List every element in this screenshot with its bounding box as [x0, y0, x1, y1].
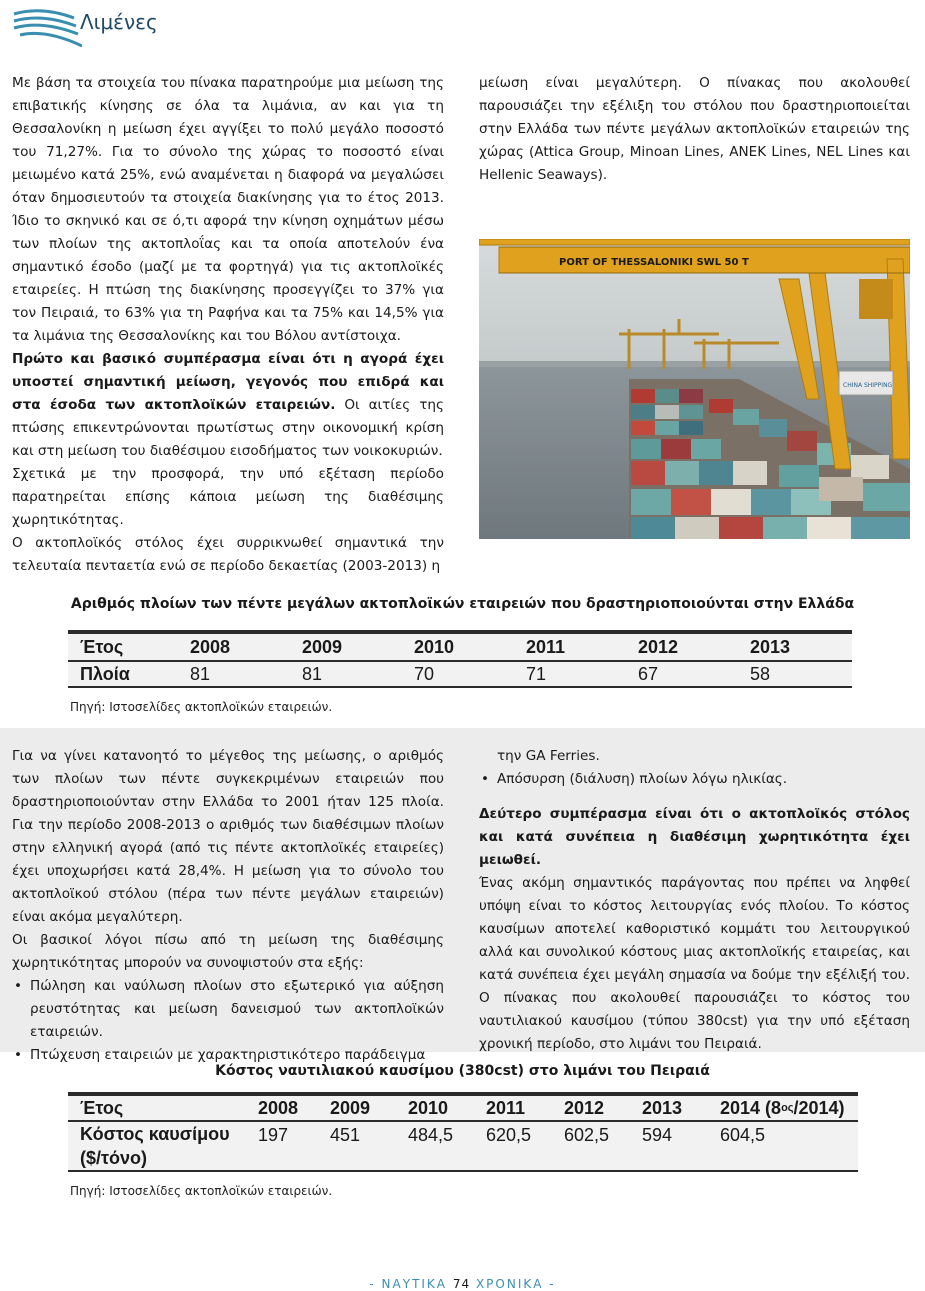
row-label-line: Κόστος καυσίμου — [80, 1124, 230, 1144]
conclusion-text: Δεύτερο συμπέρασμα είναι ότι ο ακτοπλοϊκός στόλος και κατά συνέπεια η διαθέσιμη χωρητικότητα έχει μειωθεί. — [479, 806, 910, 868]
list-item: • Απόσυρση (διάλυση) πλοίων λόγω ηλικίας. — [479, 768, 910, 791]
table-header-label: Έτος — [80, 1097, 124, 1118]
table-row-label: Πλοία — [80, 663, 130, 684]
table-cell: 67 — [638, 663, 659, 684]
table-cell: 604,5 — [720, 1125, 766, 1145]
footer-left: - ΝΑΥΤΙΚΑ — [369, 1277, 448, 1291]
table-header-row — [68, 634, 852, 660]
table-year: 2011 — [486, 1097, 526, 1118]
table-rule — [68, 1170, 858, 1172]
paragraph: μείωση είναι μεγαλύτερη. Ο πίνακας που ακολουθεί παρουσιάζει την εξέλιξη του στόλου που δραστηριοποιείται στην Ελλάδα των πέντε μεγάλων ακτοπλοϊκών εταιρειών της χώρας (Attica Group, Minoan Lines, ANEK Lines, NEL Lines και Hellenic Seaways). — [479, 75, 910, 183]
table-year: 2009 — [330, 1097, 371, 1118]
page-number: 74 — [452, 1277, 471, 1291]
table-row-label — [80, 1122, 230, 1170]
table-rule — [68, 686, 852, 688]
conclusion-text: Πρώτο και βασικό συμπέρασμα είναι ότι η αγορά έχει υποστεί σημαντική μείωση, γεγονός που επιδρά και στα έσοδα των ακτοπλοϊκών εταιρειών. — [12, 351, 444, 413]
table1-title: Αριθμός πλοίων των πέντε μεγάλων ακτοπλοϊκών εταιρειών που δραστηριοποιούνται στην Ελλάδα — [70, 596, 855, 612]
table-year: 2008 — [258, 1097, 299, 1118]
table-header-row — [68, 1096, 858, 1120]
table1-source: Πηγή: Ιστοσελίδες ακτοπλοϊκών εταιρειών. — [70, 700, 333, 714]
page-footer — [0, 1277, 925, 1291]
paragraph: Με βάση τα στοιχεία του πίνακα παρατηρούμε μια μείωση της επιβατικής κίνησης σε όλα τα λιμάνια, αν και για τη Θεσσαλονίκη η μείωση έχει αγγίξει το πολύ μεγάλο ποσοστό του 71,27%. Για το σύνολο της χώρας το ποσοστό είναι μειωμένο κατά 25%, ενώ αναμένεται η διαφορά να μεγαλώσει όταν δημοσιευτούν τα στοιχεία διακίνησης για το έτος 2013. Ίδιο το σκηνικό και σε ό,τι αφορά την κίνηση οχημάτων μέσω των πλοίων της ακτοπλοΐας και τα οποία αποτελούν ένα σημαντικό έσοδο (μαζί με τα φορτηγά) για τις ακτοπλοϊκές εταιρείες. Η πτώση της διακίνησης προσεγγίζει το 37% για τον Πειραιά, το 63% για τη Ραφήνα και τα 75% και 14,5% για τα λιμάνια της Θεσσαλονίκης και του Βόλου αντίστοιχα. — [12, 75, 444, 344]
band-left-column — [12, 745, 444, 1067]
table-year-tail: /2014) — [793, 1097, 845, 1118]
footer-right: ΧΡΟΝΙΚΑ - — [475, 1277, 556, 1291]
table-cell: 81 — [302, 663, 323, 684]
table-cell: 484,5 — [408, 1125, 454, 1145]
table-year: 2009 — [302, 636, 343, 657]
table2-source: Πηγή: Ιστοσελίδες ακτοπλοϊκών εταιρειών. — [70, 1184, 333, 1198]
list-item-continuation: την GA Ferries. — [497, 748, 600, 764]
table-cell: 58 — [750, 663, 771, 684]
table-year: 2008 — [190, 636, 231, 657]
cabin-label-text: CHINA SHIPPING — [843, 382, 893, 389]
table-row — [68, 1122, 858, 1170]
paragraph: Ένας ακόμη σημαντικός παράγοντας που πρέπει να ληφθεί υπόψη είναι το κόστος λειτουργίας ενός πλοίου. Το κόστος καυσίμων αποτελεί καθοριστικό κομμάτι του λειτουργικού αλλά και συνολικού κόστους μιας ακτοπλοϊκής εταιρείας, και κατά συνέπεια έχει μεγάλη σημασία να δούμε την εξέλιξή του. Ο πίνακας που ακολουθεί παρουσιάζει το κόστος του ναυτιλιακού καυσίμου (τύπου 380cst) για την υπό εξέταση χρονική περίοδο, στο λιμάνι του Πειραιά. — [479, 875, 910, 1052]
table2-title: Κόστος ναυτιλιακού καυσίμου (380cst) στο λιμάνι του Πειραιά — [215, 1063, 710, 1079]
row-label-line: ($/τόνο) — [80, 1148, 148, 1168]
table-year: 2010 — [408, 1097, 449, 1118]
paragraph: Οι βασικοί λόγοι πίσω από τη μείωση της διαθέσιμης χωρητικότητας μπορούν να συνοψιστούν στα εξής: — [12, 932, 444, 971]
paragraph-text: Οι αιτίες της πτώσης επικεντρώνονται πρωτίστως στην οικονομική κρίση και στη μείωση του διαθέσιμου εισοδήματος των νοικοκυριών. — [12, 397, 444, 459]
superscript: ος — [781, 1102, 794, 1114]
table-cell: 70 — [414, 663, 435, 684]
crane-sign-text: PORT OF THESSALONIKI SWL 50 T — [559, 257, 749, 268]
table-cell: 71 — [526, 663, 547, 684]
table-cell: 81 — [190, 663, 211, 684]
table-cell: 620,5 — [486, 1125, 532, 1145]
table-year: 2013 — [642, 1097, 683, 1118]
ships-table — [68, 630, 852, 688]
table-cell: 602,5 — [564, 1125, 610, 1145]
table-year: 2014 (8 — [720, 1097, 782, 1118]
table-header-label: Έτος — [80, 636, 124, 657]
right-column — [479, 72, 910, 187]
table-year-last — [720, 1096, 845, 1120]
left-column — [12, 72, 444, 578]
paragraph — [12, 348, 444, 463]
table-year: 2012 — [638, 636, 679, 657]
section-title: Λιμένες — [80, 10, 158, 34]
table-row — [68, 662, 852, 686]
table-year: 2011 — [526, 636, 566, 657]
table-year: 2012 — [564, 1097, 605, 1118]
reasons-list — [479, 768, 910, 791]
paragraph: Ο ακτοπλοϊκός στόλος έχει συρρικνωθεί σημαντικά την τελευταία πενταετία ενώ σε περίοδο δεκαετίας (2003-2013) η — [12, 535, 444, 574]
port-photo — [479, 239, 910, 539]
fuel-cost-table — [68, 1092, 858, 1172]
band-right-column — [479, 745, 910, 1056]
table-cell: 197 — [258, 1125, 289, 1145]
table-year: 2010 — [414, 636, 455, 657]
list-item: • Πτώχευση εταιρειών με χαρακτηριστικότερο παράδειγμα — [12, 1044, 444, 1067]
paragraph: Σχετικά με την προσφορά, την υπό εξέταση περίοδο παρατηρείται επίσης κάποια μείωση της διαθέσιμης χωρητικότητας. — [12, 466, 444, 528]
list-item: • Πώληση και ναύλωση πλοίων στο εξωτερικό για αύξηση ρευστότητας και μείωση δανεισμού των ακτοπλοϊκών εταιρειών. — [12, 975, 444, 1044]
table-cell: 451 — [330, 1125, 361, 1145]
table-year: 2013 — [750, 636, 791, 657]
reasons-list — [12, 975, 444, 1067]
waves-logo-icon — [12, 4, 82, 48]
table-cell: 594 — [642, 1125, 673, 1145]
paragraph: Για να γίνει κατανοητό το μέγεθος της μείωσης, ο αριθμός των πλοίων των πέντε συγκεκριμένων εταιρειών που δραστηριοποιούνταν στην Ελλάδα το 2001 ήταν 125 πλοία. Για την περίοδο 2008-2013 ο αριθμός των διαθέσιμων πλοίων στην ελληνική αγορά (από τις πέντε ακτοπλοϊκές εταιρείες) έχει υποχωρήσει κατά 28,4%. Η μείωση για το σύνολο του ακτοπλοϊκού στόλου (πέρα των πέντε μεγάλων εταιρειών) είναι ακόμα μεγαλύτερη. — [12, 748, 444, 925]
